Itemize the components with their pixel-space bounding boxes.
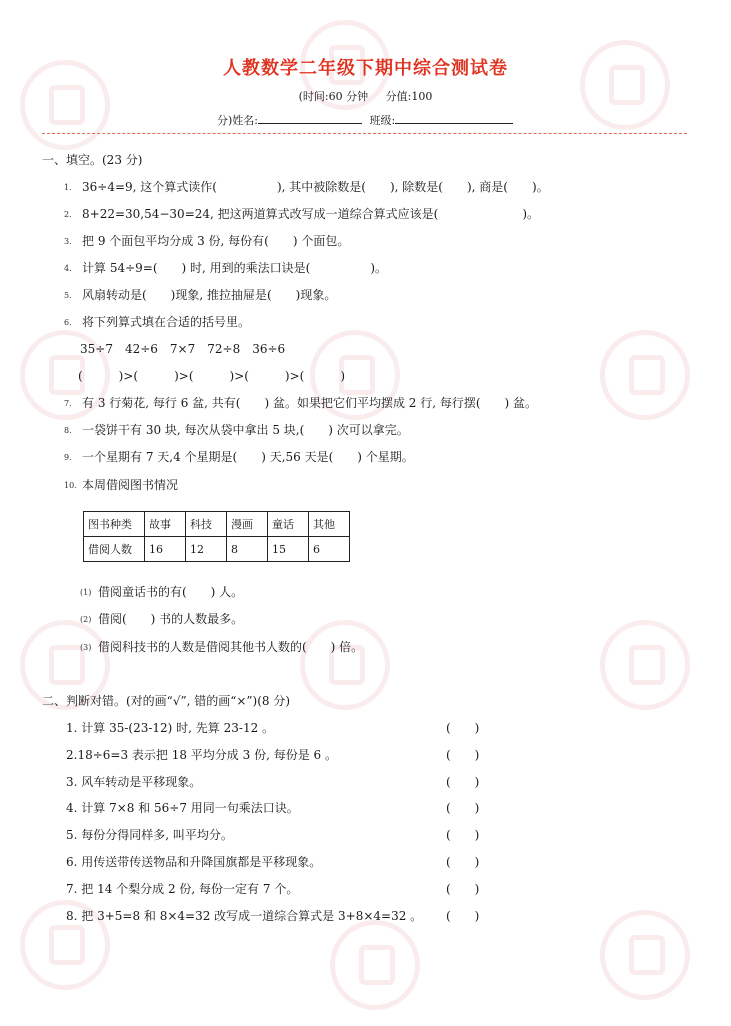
question-text: 8+22=30,54−30=24, 把这两道算式改写成一道综合算式应该是( )。 xyxy=(82,207,540,221)
name-field[interactable] xyxy=(258,113,362,124)
question-text: 一个星期有 7 天,4 个星期是( ) 天,56 天是( ) 个星期。 xyxy=(82,450,414,464)
question-number: 2. xyxy=(64,210,72,219)
watermark-logo-icon xyxy=(330,920,420,1010)
sub-question-number: (1) xyxy=(80,588,92,597)
sub-question-number: (3) xyxy=(80,643,92,652)
page-title: 人教数学二年级下期中综合测试卷 xyxy=(223,58,508,79)
watermark-logo-icon xyxy=(600,910,690,1000)
dashed-divider xyxy=(42,133,687,134)
name-row xyxy=(217,112,513,128)
table-cell: 故事 xyxy=(145,512,186,537)
table-cell: 借阅人数 xyxy=(84,537,145,562)
judge-item: 1. 计算 35-(23-12) 时, 先算 23-12 。 xyxy=(66,721,275,735)
answer-paren[interactable]: ( ) xyxy=(446,801,480,815)
question-6 xyxy=(64,313,250,330)
question-number: 5. xyxy=(64,291,72,300)
judge-item: 4. 计算 7×8 和 56÷7 用同一句乘法口诀。 xyxy=(66,801,299,815)
table-cell: 科技 xyxy=(186,512,227,537)
question-number: 4. xyxy=(64,264,72,273)
judge-item: 8. 把 3+5=8 和 8×4=32 改写成一道综合算式是 3+8×4=32 。 xyxy=(66,909,423,923)
answer-paren[interactable]: ( ) xyxy=(446,775,480,789)
question-text: 把 9 个面包平均分成 3 份, 每份有( ) 个面包。 xyxy=(82,234,350,248)
question-text: 一袋饼干有 30 块, 每次从袋中拿出 5 块,( ) 次可以拿完。 xyxy=(82,423,409,437)
answer-paren[interactable]: ( ) xyxy=(446,721,480,735)
question-text: 本周借阅图书情况 xyxy=(82,478,179,492)
answer-paren[interactable]: ( ) xyxy=(446,855,480,869)
name-label: 分)姓名: xyxy=(217,114,258,127)
sub-question-1 xyxy=(80,583,243,600)
question-3 xyxy=(64,232,349,249)
question-text: 36÷4=9, 这个算式读作( ), 其中被除数是( ), 除数是( ), 商是( )。 xyxy=(82,180,549,194)
expression-list: 35÷7 42÷6 7×7 72÷8 36÷6 xyxy=(80,342,286,356)
section1-heading: 一、填空。(23 分) xyxy=(42,153,143,167)
question-8 xyxy=(64,421,409,438)
question-number: 9. xyxy=(64,453,72,462)
sub-question-number: (2) xyxy=(80,615,92,624)
table-cell: 15 xyxy=(268,537,309,562)
table-header-row xyxy=(84,512,350,537)
sub-question-text: 借阅童话书的有( ) 人。 xyxy=(98,585,244,599)
answer-paren[interactable]: ( ) xyxy=(446,882,480,896)
judge-item: 2.18÷6=3 表示把 18 平均分成 3 份, 每份是 6 。 xyxy=(66,748,337,762)
table-cell: 12 xyxy=(186,537,227,562)
judge-item: 6. 用传送带传送物品和升降国旗都是平移现象。 xyxy=(66,855,322,869)
table-row xyxy=(84,537,350,562)
question-text: 将下列算式填在合适的括号里。 xyxy=(82,315,251,329)
section2-heading: 二、判断对错。(对的画“√”, 错的画“×”)(8 分) xyxy=(42,694,291,708)
judge-item: 7. 把 14 个梨分成 2 份, 每份一定有 7 个。 xyxy=(66,882,299,896)
question-7 xyxy=(64,394,537,411)
sub-question-2 xyxy=(80,610,243,627)
question-5 xyxy=(64,286,336,303)
question-number: 7. xyxy=(64,399,72,408)
question-2 xyxy=(64,205,539,222)
table-cell: 8 xyxy=(227,537,268,562)
table-cell: 6 xyxy=(309,537,350,562)
question-1 xyxy=(64,178,549,195)
question-4 xyxy=(64,259,387,276)
question-10 xyxy=(64,476,178,493)
watermark-logo-icon xyxy=(600,330,690,420)
question-number: 6. xyxy=(64,318,72,327)
table-cell: 其他 xyxy=(309,512,350,537)
question-text: 计算 54÷9=( ) 时, 用到的乘法口诀是( )。 xyxy=(82,261,387,275)
exam-meta xyxy=(0,88,731,104)
judge-item: 3. 风车转动是平移现象。 xyxy=(66,775,202,789)
class-field[interactable] xyxy=(395,113,513,124)
total-score: 分值:100 xyxy=(385,90,433,103)
table-cell: 16 xyxy=(145,537,186,562)
sub-question-3 xyxy=(80,638,363,655)
class-label: 班级: xyxy=(369,114,396,127)
question-number: 10. xyxy=(64,481,77,490)
ordering-brackets: ( )>( )>( )>( )>( ) xyxy=(78,369,346,383)
answer-paren[interactable]: ( ) xyxy=(446,828,480,842)
answer-paren[interactable]: ( ) xyxy=(446,909,480,923)
question-number: 3. xyxy=(64,237,72,246)
borrowing-table xyxy=(83,511,350,562)
sub-question-text: 借阅( ) 书的人数最多。 xyxy=(98,612,244,626)
table-cell: 图书种类 xyxy=(84,512,145,537)
table-cell: 童话 xyxy=(268,512,309,537)
time-limit: (时间:60 分钟 xyxy=(298,90,369,103)
question-number: 1. xyxy=(64,183,72,192)
watermark-logo-icon xyxy=(300,620,390,710)
question-9 xyxy=(64,448,414,465)
question-number: 8. xyxy=(64,426,72,435)
watermark-logo-icon xyxy=(600,620,690,710)
sub-question-text: 借阅科技书的人数是借阅其他书人数的( ) 倍。 xyxy=(98,640,364,654)
table-cell: 漫画 xyxy=(227,512,268,537)
judge-item: 5. 每份分得同样多, 叫平均分。 xyxy=(66,828,233,842)
question-text: 风扇转动是( )现象, 推拉抽屉是( )现象。 xyxy=(82,288,337,302)
answer-paren[interactable]: ( ) xyxy=(446,748,480,762)
question-text: 有 3 行菊花, 每行 6 盆, 共有( ) 盆。如果把它们平均摆成 2 行, 每行摆( ) 盆。 xyxy=(82,396,538,410)
